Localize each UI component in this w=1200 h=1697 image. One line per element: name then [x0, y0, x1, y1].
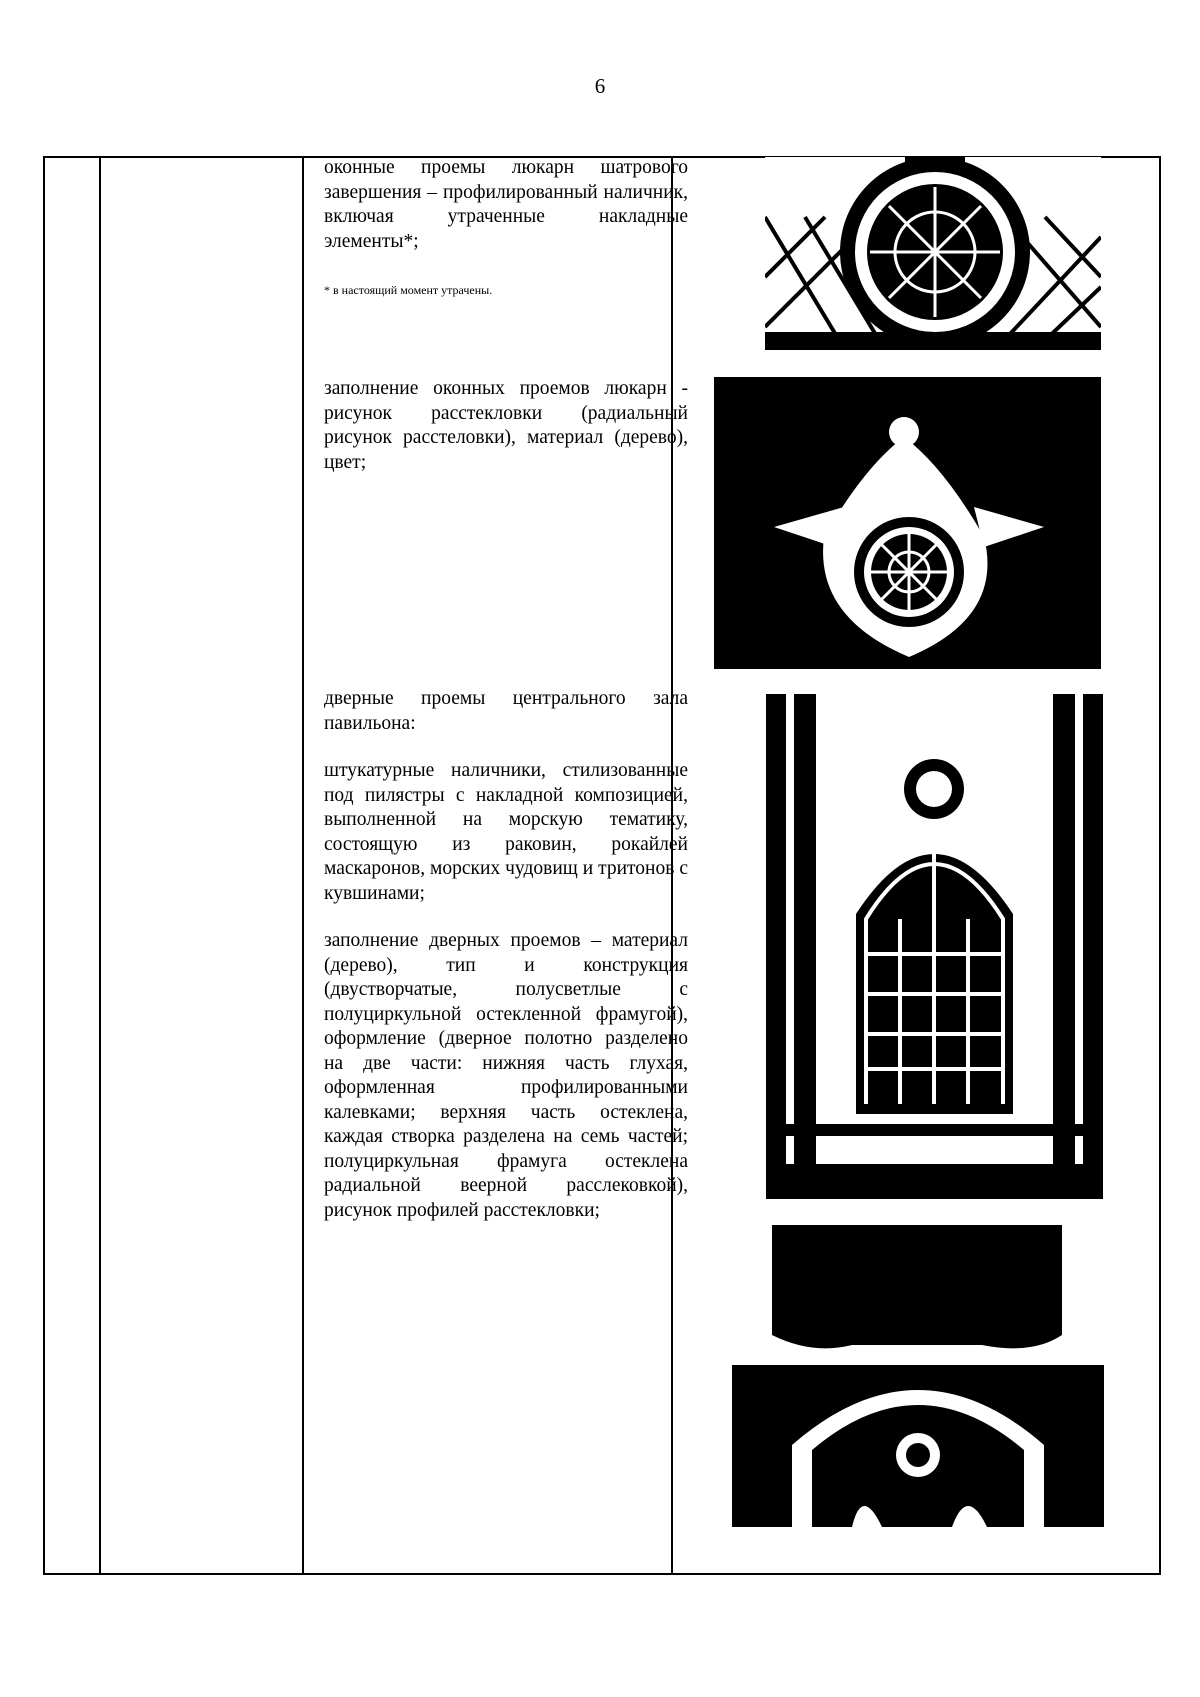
footnote: * в настоящий момент утрачены.	[324, 283, 493, 297]
column-divider-2	[302, 158, 304, 1573]
door-portal-photo	[766, 694, 1103, 1199]
door-platbands-text: штукатурные наличники, стилизованные под пилястры с накладной композицией, выполненной на морскую тематику, состоящую из раковин, рокайлей маскаронов, морских чудовищ и тритонов с кувшинами;	[324, 760, 688, 904]
door-transom-photo	[732, 1225, 1104, 1527]
page-number: 6	[594, 74, 606, 98]
lucarne-filling-text: заполнение оконных проемов люкарн - рисунок расстекловки (радиальный рисунок расстеловки), материал (дерево), цвет;	[324, 378, 688, 473]
lucarne-window-photo	[765, 157, 1101, 350]
column-divider-1	[99, 158, 101, 1573]
door-openings-text	[324, 687, 688, 1223]
door-filling-text: заполнение дверных проемов – материал (дерево), тип и конструкция (двустворчатые, полусветлые с полуциркульной остекленной фрамугой), оформление (дверное полотно разделено на две части: нижняя часть глухая, оформленная профилированными калевками; верхняя часть остеклена, каждая створка разделена на семь частей; полуциркульная фрамуга остеклена радиальной веерной расслековкой), рисунок профилей расстекловки;	[324, 930, 688, 1221]
lucarne-openings-text: оконные проемы люкарн шатрового завершения – профилированный наличник, включая утраченные накладные элементы*;	[324, 157, 688, 252]
door-openings-heading: дверные проемы центрального зала павильона:	[324, 688, 688, 734]
lucarne-ornament-photo	[714, 377, 1101, 669]
